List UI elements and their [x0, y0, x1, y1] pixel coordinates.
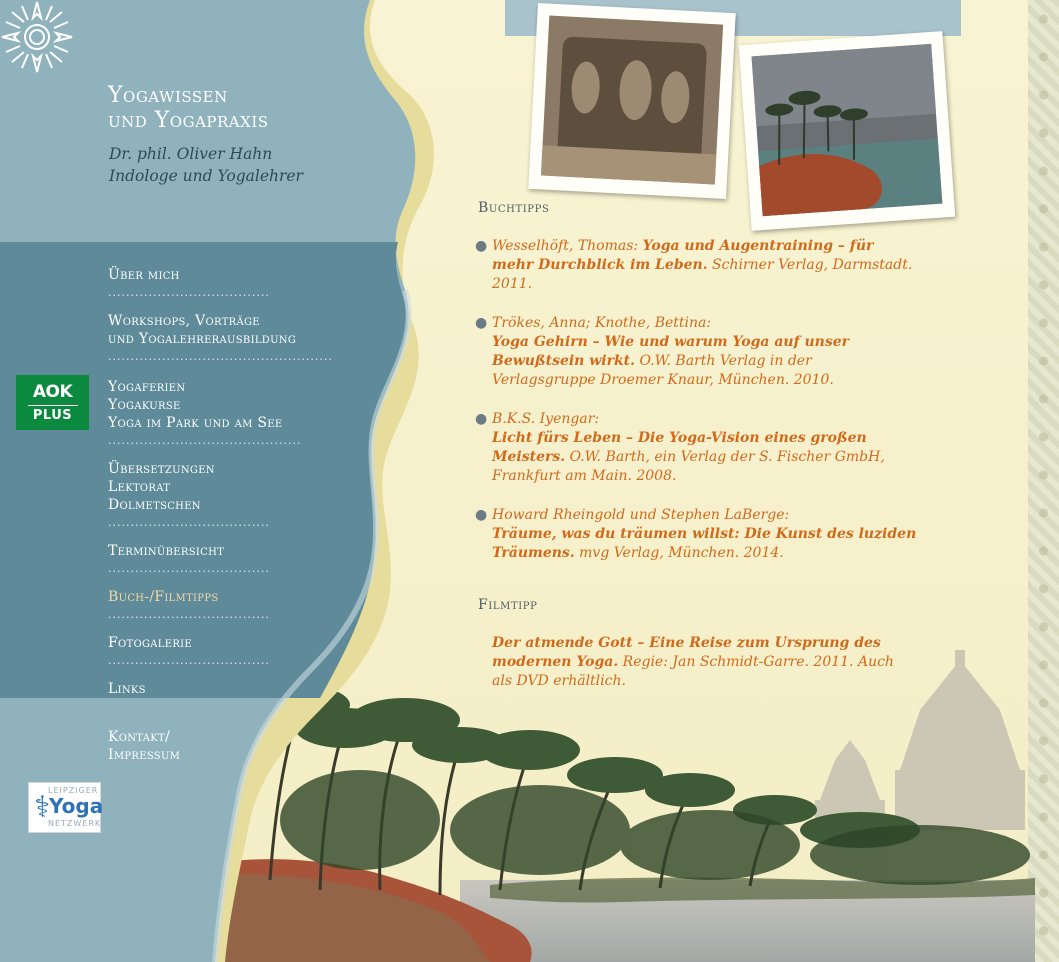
book-author: B.K.S. Iyengar: [492, 411, 600, 427]
book-item [475, 410, 918, 486]
nav-item-ueber-mich[interactable] [108, 266, 348, 284]
site-title[interactable] [108, 83, 269, 133]
nav-item-label: Links [108, 681, 146, 697]
nav-divider: ........................................... [108, 434, 302, 447]
aok-plus-logo[interactable] [16, 375, 89, 430]
nav-item-fotogalerie[interactable] [108, 634, 348, 652]
nav-item-label: Yoga im Park und am See [108, 415, 283, 431]
nav-item-kontakt[interactable] [108, 728, 348, 764]
sun-logo-icon [0, 0, 74, 74]
nav-item-label: Yogakurse [108, 397, 181, 413]
books-heading: Buchtipps [478, 200, 550, 216]
book-author: Howard Rheingold und Stephen LaBerge: [492, 507, 790, 523]
nav-divider: .................................... [108, 516, 270, 529]
photo-cave-temple-image [541, 16, 723, 185]
nav-item-label: Lektorat [108, 479, 171, 495]
nav-divider: .................................................. [108, 350, 333, 363]
lyn-line3: NETZWERK [48, 819, 102, 828]
aok-divider [28, 405, 78, 406]
subtitle-line2: Indologe und Yogalehrer [109, 167, 303, 185]
nav-item-links[interactable] [108, 680, 348, 698]
film-heading: Filmtipp [478, 597, 538, 613]
nav-item-workshops[interactable] [108, 312, 348, 348]
nav-item-label: und Yogalehrerausbildung [108, 331, 297, 347]
film-item [478, 634, 918, 691]
leipziger-yoga-netzwerk-logo[interactable] [28, 782, 104, 833]
bullet-icon: ● [475, 238, 488, 254]
nav-item-label: Dolmetschen [108, 497, 201, 513]
aok-label: AOK [32, 382, 73, 402]
nav-item-label: Buch-/Filmtipps [108, 589, 219, 605]
book-author: Wesselhöft, Thomas: [492, 238, 643, 254]
site-title-line1: Yogawissen [108, 83, 228, 108]
film-details: Regie: Jan Schmidt-Garre. 2011. Auch als DVD erhältlich. [492, 654, 894, 689]
site-subtitle [109, 143, 303, 187]
nav-item-label: Fotogalerie [108, 635, 193, 651]
lyn-line1: LEIPZIGER [48, 786, 99, 795]
nav-item-yogaferien[interactable] [108, 378, 348, 432]
site-title-line2: und Yogapraxis [108, 108, 269, 133]
book-publisher: O.W. Barth Verlag in der Verlagsgruppe Droemer Knaur, München. 2010. [492, 353, 834, 388]
book-publisher: mvg Verlag, München. 2014. [574, 545, 784, 561]
book-item [475, 237, 918, 294]
main-content [475, 200, 918, 691]
nav-item-terminuebersicht[interactable] [108, 542, 348, 560]
nav-item-label: Übersetzungen [108, 461, 215, 477]
aok-plus-label: PLUS [32, 408, 73, 423]
photo-coast-palms-image [752, 44, 943, 216]
book-title: Yoga und Augentraining – für mehr Durchblick im Leben. [492, 238, 874, 273]
book-publisher: O.W. Barth, ein Verlag der S. Fischer GmbH, Frankfurt am Main. 2008. [492, 449, 885, 484]
book-author: Trökes, Anna; Knothe, Bettina: [492, 315, 712, 331]
nav-item-label: Kontakt/ [108, 729, 171, 745]
nav-divider: .................................... [108, 654, 270, 667]
book-title: Träume, was du träumen willst: Die Kunst des luziden Träumens. [492, 526, 917, 561]
bullet-icon: ● [475, 507, 488, 523]
photo-cave-temple [528, 3, 735, 199]
nav-item-label: Workshops, Vorträge [108, 313, 260, 329]
nav-item-buch-filmtipps[interactable] [108, 588, 348, 606]
nav-item-uebersetzungen[interactable] [108, 460, 348, 514]
film-title: Der atmende Gott – Eine Reise zum Ursprung des modernen Yoga. [492, 635, 881, 670]
nav-item-label: Über mich [108, 267, 180, 283]
book-item [475, 506, 918, 563]
nav-divider: .................................... [108, 608, 270, 621]
nav-divider: .................................... [108, 562, 270, 575]
subtitle-line1: Dr. phil. Oliver Hahn [109, 145, 273, 163]
bullet-icon: ● [475, 315, 488, 331]
book-title: Licht fürs Leben – Die Yoga-Vision eines großen Meisters. [492, 430, 867, 465]
bullet-icon: ● [475, 411, 488, 427]
caduceus-icon: ⚕ [34, 790, 51, 825]
nav-item-label: Terminübersicht [108, 543, 225, 559]
nav-item-label: Impressum [108, 747, 181, 763]
lyn-line2: Yoga [49, 794, 104, 818]
book-publisher: Schirner Verlag, Darmstadt. 2011. [492, 257, 913, 292]
nav-divider: .................................... [108, 286, 270, 299]
nav-item-label: Yogaferien [108, 379, 186, 395]
sidebar [0, 0, 520, 962]
book-item [475, 314, 918, 390]
book-title: Yoga Gehirn – Wie und warum Yoga auf unser Bewußtsein wirkt. [492, 334, 849, 369]
main-nav [108, 266, 348, 764]
